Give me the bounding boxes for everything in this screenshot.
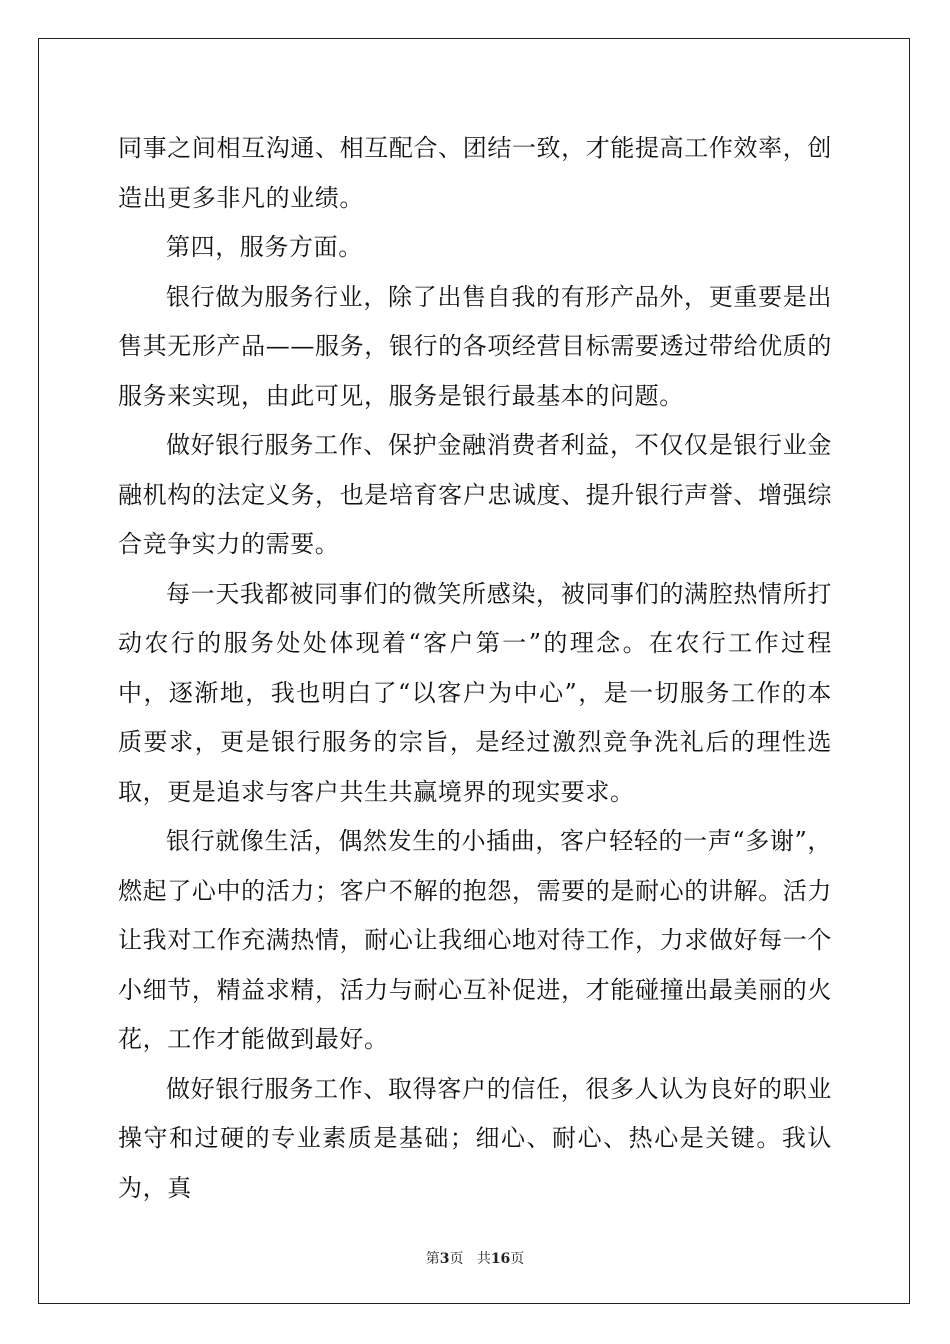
page-suffix: 页 (449, 1251, 464, 1267)
document-body (118, 124, 832, 1213)
paragraph-6: 银行就像生活，偶然发生的小插曲，客户轻轻的一声“多谢”，燃起了心中的活力；客户不解的抱怨，需要的是耐心的讲解。活力让我对工作充满热情，耐心让我细心地对待工作，力求做好每一个小细节，精益求精，活力与耐心互补促进，才能碰撞出最美丽的火花，工作才能做到最好。 (118, 827, 832, 1053)
paragraph-2-heading: 第四，服务方面。 (166, 233, 363, 261)
paragraph-3: 银行做为服务行业，除了出售自我的有形产品外，更重要是出售其无形产品——服务，银行的各项经营目标需要透过带给优质的服务来实现，由此可见，服务是银行最基本的问题。 (118, 282, 832, 410)
paragraph-7: 做好银行服务工作、取得客户的信任，很多人认为良好的职业操守和过硬的专业素质是基础；细心、耐心、热心是关键。我认为，真 (118, 1074, 832, 1202)
paragraph-5: 每一天我都被同事们的微笑所感染，被同事们的满腔热情所打动农行的服务处处体现着“客户第一”的理念。在农行工作过程中，逐渐地，我也明白了“以客户为中心”，是一切服务工作的本质要求，更是银行服务的宗旨，是经过激烈竞争洗礼后的理性选取，更是追求与客户共生共赢境界的现实要求。 (118, 579, 832, 806)
page-footer (0, 1248, 950, 1268)
page-prefix: 第 (425, 1251, 440, 1267)
total-suffix: 页 (510, 1251, 525, 1267)
paragraph-1: 同事之间相互沟通、相互配合、团结一致，才能提高工作效率，创造出更多非凡的业绩。 (118, 134, 832, 212)
page-current: 3 (439, 1251, 450, 1267)
page-total: 16 (490, 1251, 511, 1267)
total-prefix: 共 (476, 1251, 491, 1267)
paragraph-4: 做好银行服务工作、保护金融消费者利益，不仅仅是银行业金融机构的法定义务，也是培育客户忠诚度、提升银行声誉、增强综合竞争实力的需要。 (118, 431, 832, 558)
